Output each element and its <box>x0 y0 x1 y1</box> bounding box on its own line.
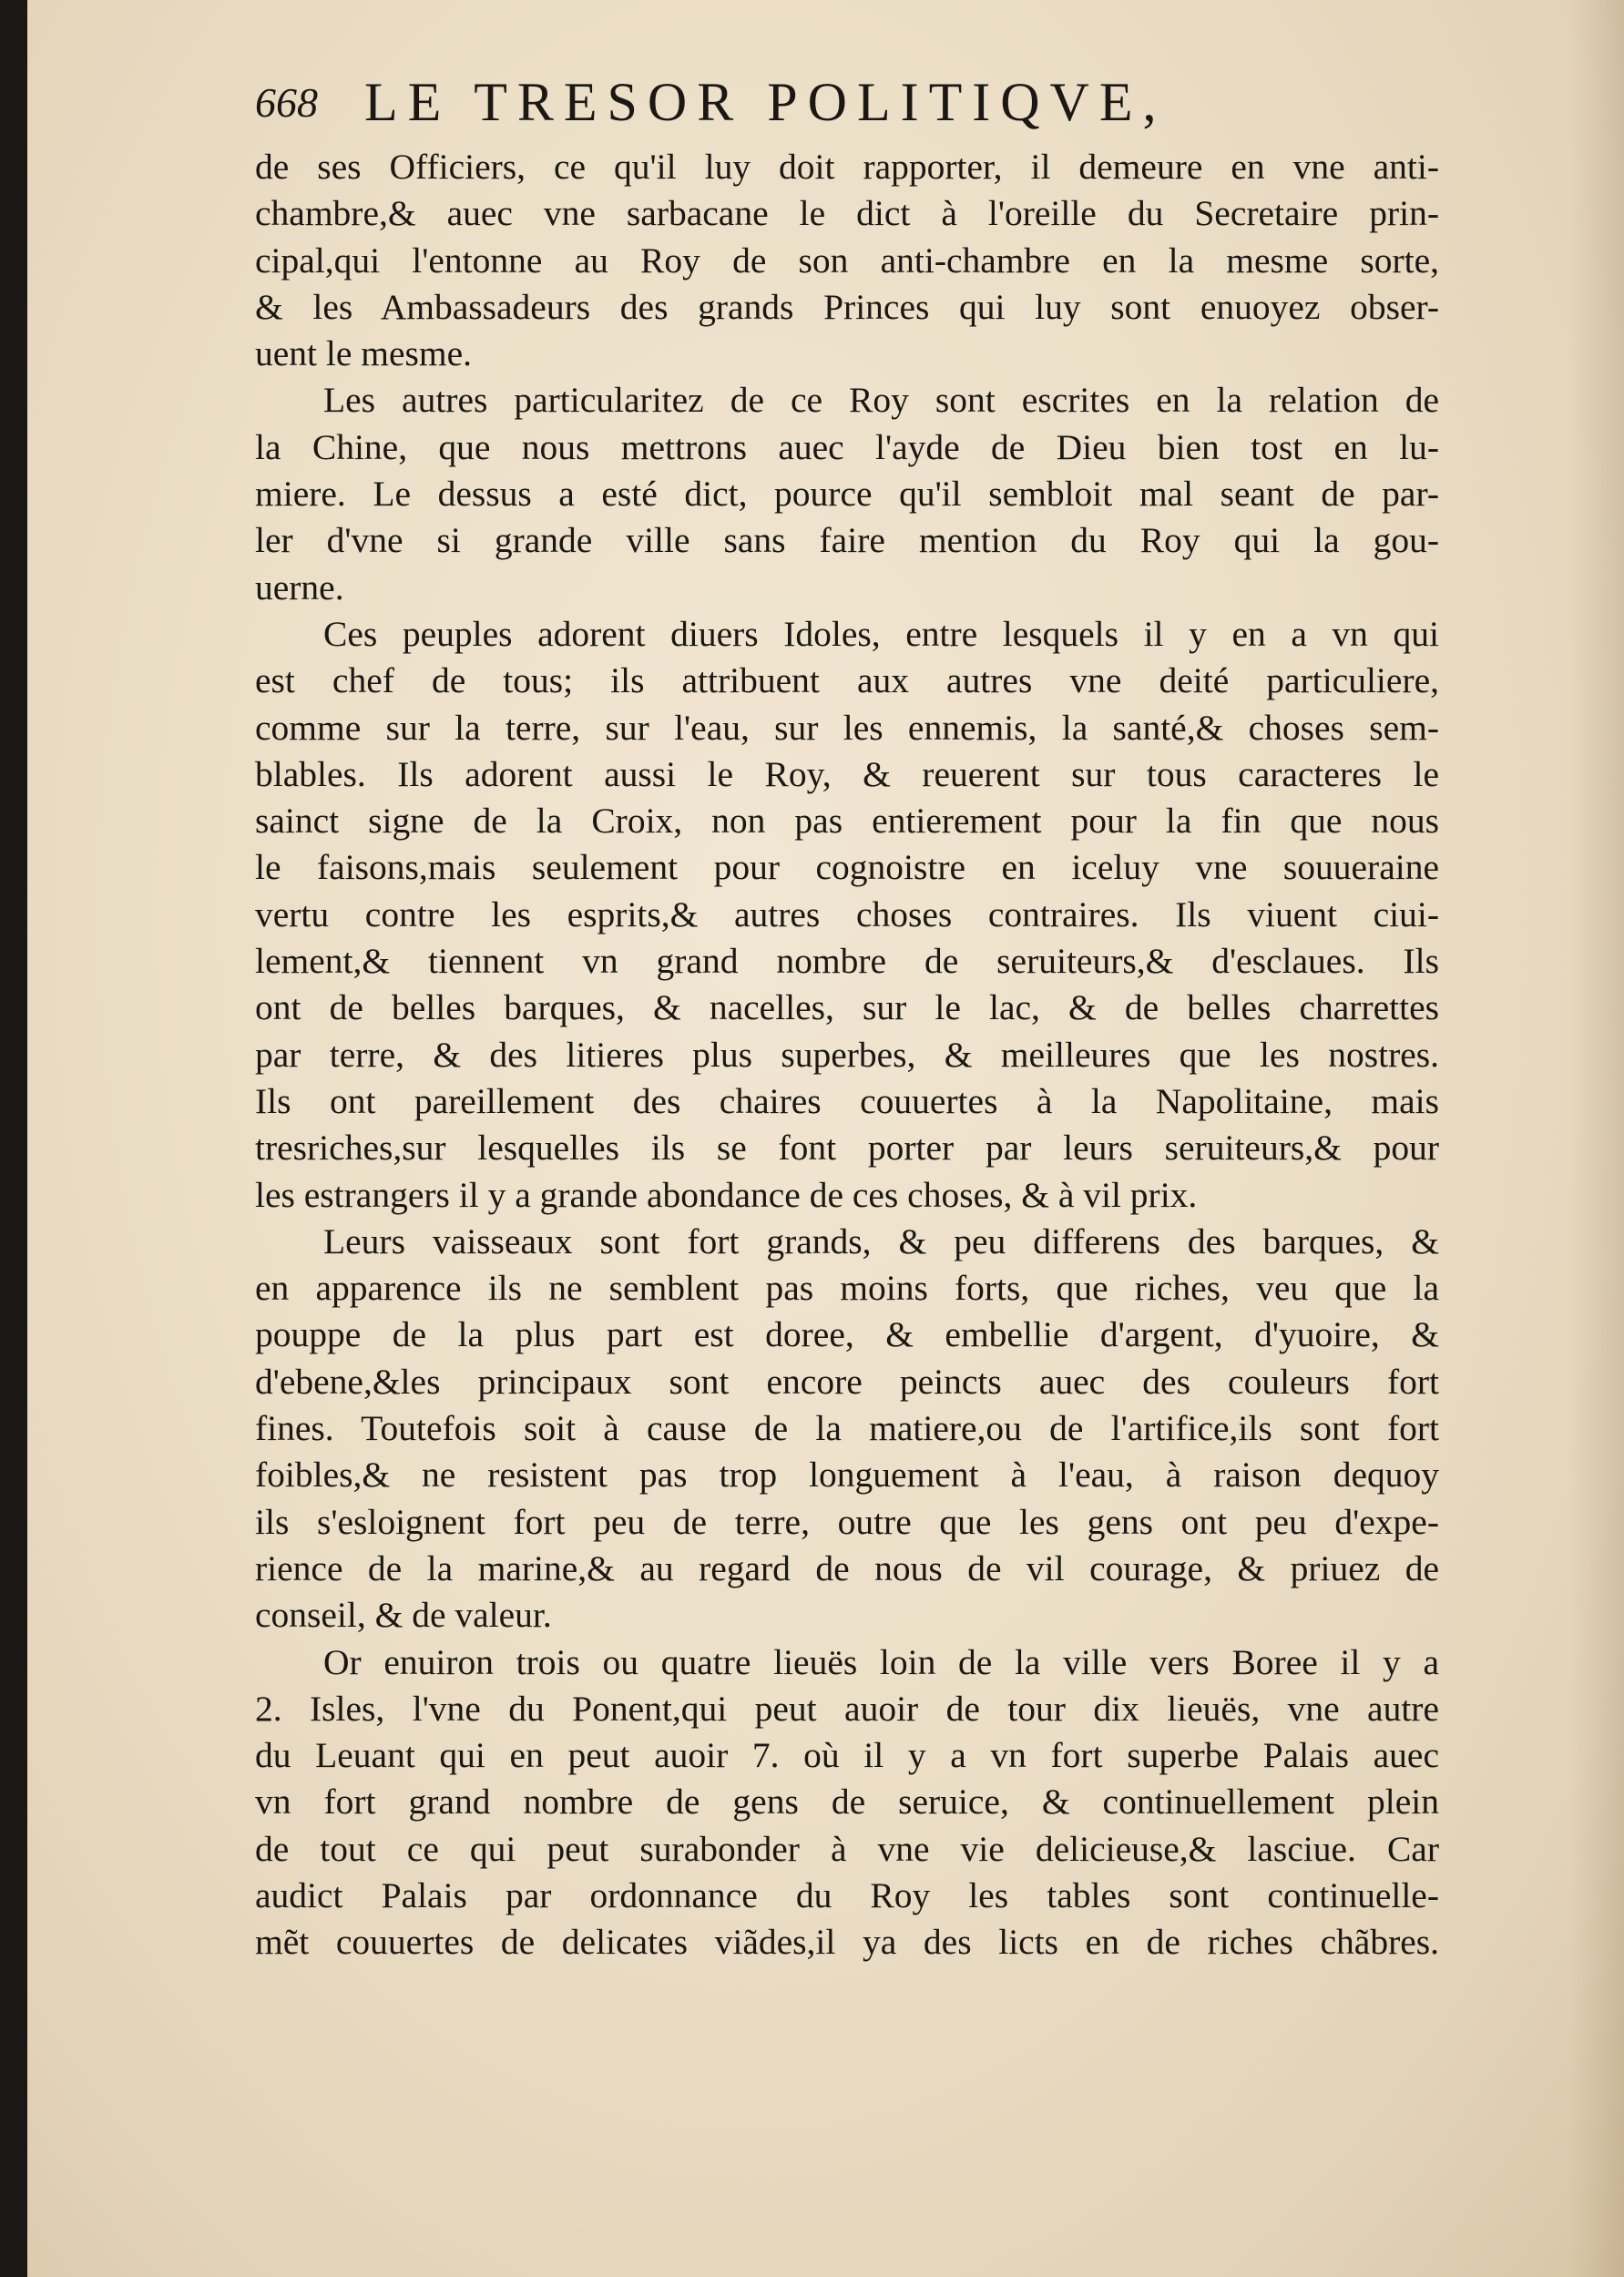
text-line: tresriches,sur lesquelles ils se font porter par leurs seruiteurs,& pour <box>255 1128 1439 1169</box>
text-line: Les autres particularitez de ce Roy sont escrites en la relation de <box>323 380 1439 421</box>
text-line: Leurs vaisseaux sont fort grands, & peu differens des barques, & <box>323 1220 1439 1261</box>
body-text <box>255 144 1439 1966</box>
page-number: 668 <box>255 79 318 126</box>
text-line: conseil, & de valeur. <box>255 1595 552 1636</box>
text-line: le faisons,mais seulement pour cognoistre en iceluy vne souueraine <box>255 847 1439 888</box>
running-title: LE TRESOR POLITIQVE, <box>364 72 1167 132</box>
text-line: audict Palais par ordonnance du Roy les tables sont continuelle- <box>255 1874 1439 1915</box>
text-line: 2. Isles, l'vne du Ponent,qui peut auoir de tour dix lieuës, vne autre <box>255 1688 1439 1729</box>
text-line: d'ebene,&les principaux sont encore peincts auec des couleurs fort <box>255 1361 1439 1402</box>
text-line: les estrangers il y a grande abondance de ces choses, & à vil prix. <box>255 1174 1198 1215</box>
text-line: lement,& tiennent vn grand nombre de seruiteurs,& d'esclaues. Ils <box>255 941 1439 982</box>
text-line: blables. Ils adorent aussi le Roy, & reuerent sur tous caracteres le <box>255 753 1439 794</box>
text-line: en apparence ils ne semblent pas moins forts, que riches, veu que la <box>255 1268 1439 1309</box>
text-line: par terre, & des litieres plus superbes, & meilleures que les nostres. <box>255 1034 1439 1075</box>
text-line: ils s'esloignent fort peu de terre, outre que les gens ont peu d'expe- <box>255 1501 1439 1542</box>
text-line: chambre,& auec vne sarbacane le dict à l'oreille du Secretaire prin- <box>255 193 1439 234</box>
text-line: cipal,qui l'entonne au Roy de son anti-chambre en la mesme sorte, <box>255 240 1439 281</box>
text-line: vertu contre les esprits,& autres choses contraires. Ils viuent ciui- <box>255 893 1439 934</box>
text-line: ont de belles barques, & nacelles, sur le lac, & de belles charrettes <box>255 987 1439 1028</box>
text-line: ler d'vne si grande ville sans faire mention du Roy qui la gou- <box>255 520 1439 561</box>
text-line: uerne. <box>255 567 344 608</box>
text-line: Ils ont pareillement des chaires couuertes à la Napolitaine, mais <box>255 1080 1439 1121</box>
text-line: mẽt couuertes de delicates viãdes,il ya des licts en de riches chãbres. <box>255 1922 1439 1963</box>
text-line: uent le mesme. <box>255 333 473 374</box>
text-line: fines. Toutefois soit à cause de la matiere,ou de l'artifice,ils sont fort <box>255 1408 1439 1449</box>
text-line: miere. Le dessus a esté dict, pource qu'il sembloit mal seant de par- <box>255 474 1439 515</box>
text-line: de ses Officiers, ce qu'il luy doit rapporter, il demeure en vne anti- <box>255 147 1439 187</box>
text-line: pouppe de la plus part est doree, & embellie d'argent, d'yuoire, & <box>255 1314 1439 1355</box>
page-header <box>255 71 1312 137</box>
text-line: comme sur la terre, sur l'eau, sur les ennemis, la santé,& choses sem- <box>255 707 1439 748</box>
book-page <box>27 0 1624 2277</box>
text-line: & les Ambassadeurs des grands Princes qui luy sont enuoyez obser- <box>255 286 1439 327</box>
text-line: foibles,& ne resistent pas trop longuement à l'eau, à raison dequoy <box>255 1455 1439 1496</box>
text-line: rience de la marine,& au regard de nous de vil courage, & priuez de <box>255 1547 1439 1588</box>
text-line: Or enuiron trois ou quatre lieuës loin de la ville vers Boree il y a <box>323 1641 1439 1682</box>
text-line: sainct signe de la Croix, non pas entierement pour la fin que nous <box>255 801 1439 842</box>
text-line: de tout ce qui peut surabonder à vne vie delicieuse,& lasciue. Car <box>255 1828 1439 1869</box>
text-line: du Leuant qui en peut auoir 7. où il y a vn fort superbe Palais auec <box>255 1735 1439 1776</box>
text-line: vn fort grand nombre de gens de seruice, & continuellement plein <box>255 1782 1439 1823</box>
text-line: Ces peuples adorent diuers Idoles, entre lesquels il y en a vn qui <box>323 613 1439 654</box>
text-line: est chef de tous; ils attribuent aux autres vne deité particuliere, <box>255 660 1439 701</box>
text-line: la Chine, que nous mettrons auec l'ayde de Dieu bien tost en lu- <box>255 426 1439 467</box>
